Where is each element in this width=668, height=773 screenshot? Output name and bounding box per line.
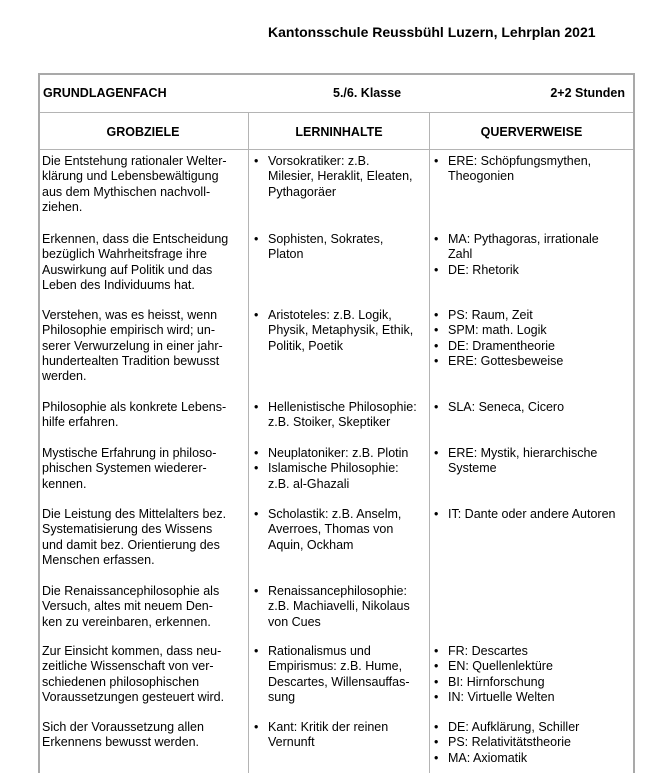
content-item: • Rationalismus und Empirismus: z.B. Hume, Descartes, Willensauffas- sung — [254, 644, 426, 705]
reference-list — [434, 446, 632, 477]
goal-text: Mystische Erfahrung in philoso- phischen Systemen wiederer- kennen. — [42, 446, 217, 491]
reference-item: • ERE: Schöpfungsmythen, Theogonien — [434, 154, 632, 185]
reference-item: • SLA: Seneca, Cicero — [434, 400, 632, 415]
column-divider — [248, 113, 249, 773]
reference-list — [434, 232, 632, 278]
column-header-querverweise: QUERVERWEISE — [480, 125, 583, 139]
grade-level: 5./6. Klasse — [333, 86, 402, 100]
reference-item: • DE: Aufklärung, Schiller — [434, 720, 632, 735]
reference-list — [434, 644, 632, 705]
goal-text: Verstehen, was es heisst, wenn Philosophie empirisch wird; un- serer Verwurzelung in einer jahr- hundertealten Tradition bewusst werden. — [42, 308, 223, 384]
goal-text: Philosophie als konkrete Lebens- hilfe erfahren. — [42, 400, 227, 430]
lesson-hours: 2+2 Stunden — [550, 86, 625, 100]
content-item: • Kant: Kritik der reinen Vernunft — [254, 720, 426, 751]
reference-item: • IN: Virtuelle Welten — [434, 690, 632, 705]
reference-list — [434, 720, 632, 766]
content-item: • Aristoteles: z.B. Logik, Physik, Metaphysik, Ethik, Politik, Poetik — [254, 308, 426, 354]
content-item: • Sophisten, Sokrates, Platon — [254, 232, 426, 263]
reference-item: • BI: Hirnforschung — [434, 675, 632, 690]
table-divider — [38, 112, 635, 113]
content-list — [254, 232, 426, 263]
reference-item: • DE: Dramentheorie — [434, 339, 632, 354]
content-list — [254, 446, 426, 492]
goal-text: Sich der Voraussetzung allen Erkennens bewusst werden. — [42, 720, 204, 750]
content-item: • Vorsokratiker: z.B. Milesier, Heraklit, Eleaten, Pythagoräer — [254, 154, 426, 200]
table-border-right — [633, 73, 635, 773]
content-list — [254, 644, 426, 705]
goal-text: Zur Einsicht kommen, dass neu- zeitliche Wissenschaft von ver- schiedenen philosophischen Voraussetzungen gesteuert wird. — [42, 644, 225, 704]
column-divider — [429, 113, 430, 773]
content-item: • Neuplatoniker: z.B. Plotin — [254, 446, 426, 461]
table-border-left — [38, 73, 40, 773]
goal-text: Die Renaissancephilosophie als Versuch, altes mit neuem Den- ken zu vereinbaren, erkennen. — [42, 584, 220, 629]
curriculum-table — [38, 73, 635, 773]
reference-item: • FR: Descartes — [434, 644, 632, 659]
reference-item: • ERE: Mystik, hierarchische Systeme — [434, 446, 632, 477]
content-item: • Hellenistische Philosophie: z.B. Stoiker, Skeptiker — [254, 400, 426, 431]
goal-text: Die Entstehung rationaler Welter- klärung und Lebensbewältigung aus dem Mythischen nachvoll- ziehen. — [42, 154, 227, 214]
content-list — [254, 720, 426, 751]
table-divider — [38, 149, 635, 150]
goal-text: Erkennen, dass die Entscheidung bezüglich Wahrheitsfrage ihre Auswirkung auf Politik und das Leben des Individuums hat. — [42, 232, 229, 292]
reference-item: • PS: Raum, Zeit — [434, 308, 632, 323]
reference-item: • MA: Pythagoras, irrationale Zahl — [434, 232, 632, 263]
reference-list — [434, 308, 632, 369]
reference-item: • ERE: Gottesbeweise — [434, 354, 632, 369]
reference-item: • EN: Quellenlektüre — [434, 659, 632, 674]
table-border-top — [38, 73, 635, 75]
column-header-grobziele: GROBZIELE — [106, 125, 180, 139]
reference-item: • SPM: math. Logik — [434, 323, 632, 338]
document-header: Kantonsschule Reussbühl Luzern, Lehrplan 2021 — [268, 24, 596, 40]
content-item: • Renaissancephilosophie: z.B. Machiavelli, Nikolaus von Cues — [254, 584, 426, 630]
reference-list — [434, 154, 632, 185]
reference-item: • IT: Dante oder andere Autoren — [434, 507, 632, 522]
content-item: • Islamische Philosophie: z.B. al-Ghazali — [254, 461, 426, 492]
goal-text: Die Leistung des Mittelalters bez. Systematisierung des Wissens und damit bez. Orientierung des Menschen erfassen. — [42, 507, 227, 567]
reference-list — [434, 507, 632, 522]
reference-list — [434, 400, 632, 415]
content-list — [254, 507, 426, 553]
content-list — [254, 308, 426, 354]
content-list — [254, 154, 426, 200]
subject-type: GRUNDLAGENFACH — [43, 86, 167, 100]
reference-item: • MA: Axiomatik — [434, 751, 632, 766]
content-list — [254, 400, 426, 431]
reference-item: • DE: Rhetorik — [434, 263, 632, 278]
column-header-lerninhalte: LERNINHALTE — [295, 125, 383, 139]
reference-item: • PS: Relativitätstheorie — [434, 735, 632, 750]
content-list — [254, 584, 426, 630]
content-item: • Scholastik: z.B. Anselm, Averroes, Thomas von Aquin, Ockham — [254, 507, 426, 553]
